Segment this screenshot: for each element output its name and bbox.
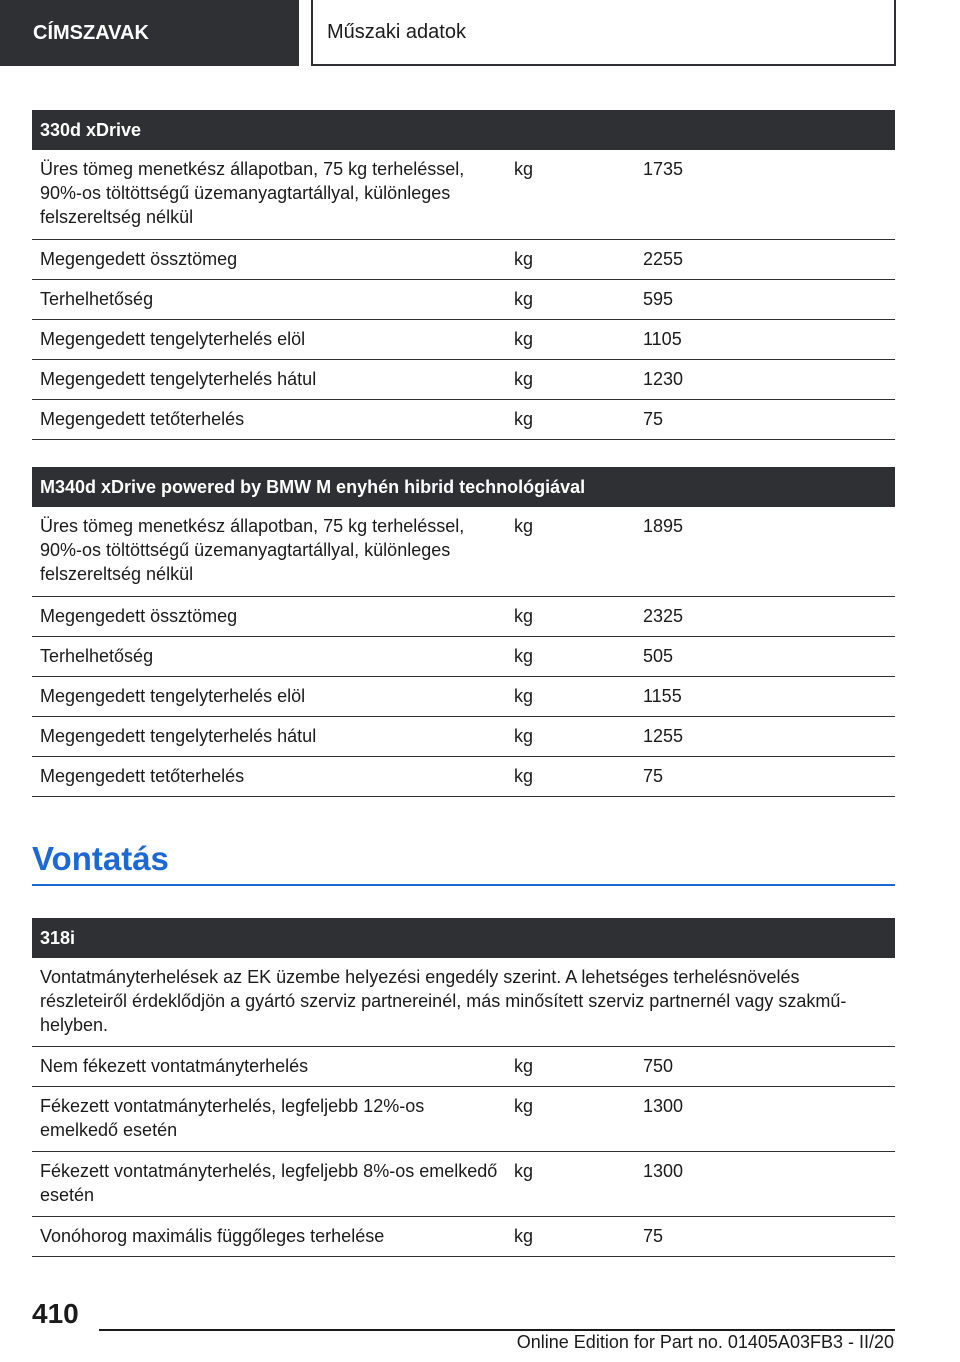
row-unit: kg xyxy=(514,606,534,626)
row-unit: kg xyxy=(514,1161,534,1181)
row-value: 595 xyxy=(643,289,674,309)
tab-section-title[interactable]: Műszaki adatok xyxy=(311,0,896,66)
page-header xyxy=(0,0,960,66)
row-unit: kg xyxy=(514,766,534,786)
row-unit: kg xyxy=(514,646,534,666)
row-unit: kg xyxy=(514,159,534,179)
row-value: 1300 xyxy=(643,1096,684,1116)
row-value: 1300 xyxy=(643,1161,684,1181)
tab-contents[interactable]: CÍMSZAVAK xyxy=(0,0,299,66)
row-label: Terhelhetőség xyxy=(40,289,154,309)
table-row xyxy=(32,677,895,717)
page-number: 410 xyxy=(32,1298,79,1329)
row-label: Megengedett tengelyterhelés elöl xyxy=(40,329,306,349)
row-label: Vonóhorog maximális függőleges terhelése xyxy=(40,1226,385,1246)
table-row xyxy=(32,717,895,757)
row-unit: kg xyxy=(514,686,534,706)
row-unit: kg xyxy=(514,1096,534,1116)
row-label: Megengedett össztömeg xyxy=(40,606,238,626)
table-row xyxy=(32,280,895,320)
table-row xyxy=(32,150,895,240)
row-label: Megengedett tetőterhelés xyxy=(40,409,245,429)
row-label: Megengedett tetőterhelés xyxy=(40,766,245,786)
row-value: 1735 xyxy=(643,159,684,179)
towing-table-318i xyxy=(32,918,895,1257)
row-value: 75 xyxy=(643,766,664,786)
table-row xyxy=(32,597,895,637)
row-unit: kg xyxy=(514,726,534,746)
footer-divider xyxy=(99,1329,895,1331)
table-row xyxy=(32,1152,895,1217)
section-title: Vontatás xyxy=(32,840,169,877)
table-header: 318i xyxy=(32,918,895,958)
table-header: 330d xDrive xyxy=(32,110,895,150)
row-value: 1255 xyxy=(643,726,684,746)
row-unit: kg xyxy=(514,516,534,536)
row-label: Üres tömeg menetkész állapotban, 75 kg terheléssel, 90%-os töltöttségű üzemanyagtartállyal, különleges felszereltség nélkül xyxy=(40,159,465,227)
row-label: Megengedett tengelyterhelés hátul xyxy=(40,369,317,389)
row-label: Terhelhetőség xyxy=(40,646,154,666)
row-label: Megengedett tengelyterhelés elöl xyxy=(40,686,306,706)
row-value: 1105 xyxy=(643,329,682,349)
row-label: Üres tömeg menetkész állapotban, 75 kg terheléssel, 90%-os töltöttségű üzemanyagtartállyal, különleges felszereltség nélkül xyxy=(40,516,465,584)
row-value: 505 xyxy=(643,646,674,666)
row-label: Megengedett tengelyterhelés hátul xyxy=(40,726,317,746)
table-header: M340d xDrive powered by BMW M enyhén hibrid technológiával xyxy=(32,467,895,507)
table-row xyxy=(32,360,895,400)
row-unit: kg xyxy=(514,249,534,269)
row-unit: kg xyxy=(514,409,534,429)
table-row xyxy=(32,637,895,677)
row-value: 2325 xyxy=(643,606,684,626)
table-row xyxy=(32,1217,895,1257)
table-row xyxy=(32,507,895,597)
row-unit: kg xyxy=(514,289,534,309)
row-unit: kg xyxy=(514,1056,534,1076)
row-label: Nem fékezett vontatmányterhelés xyxy=(40,1056,309,1076)
row-label: Fékezett vontatmányterhelés, legfeljebb 12%-os emelkedő esetén xyxy=(40,1096,425,1140)
towing-note: Vontatmányterhelések az EK üzembe helyezési engedély szerint. A lehetséges terhelésnövelés részleteiről érdeklődjön a gyártó szerviz partnereinél, más minősített szerviz partnernél vagy szakműhelyben. xyxy=(32,958,895,1047)
row-value: 750 xyxy=(643,1056,674,1076)
table-row xyxy=(32,1047,895,1087)
spec-table-330d xyxy=(32,110,895,440)
table-row xyxy=(32,320,895,360)
table-row xyxy=(32,400,895,440)
table-row xyxy=(32,240,895,280)
row-unit: kg xyxy=(514,1226,534,1246)
spec-table-m340d xyxy=(32,467,895,797)
table-row xyxy=(32,757,895,797)
row-value: 75 xyxy=(643,409,664,429)
edition-link[interactable]: Online Edition for Part no. 01405A03FB3 - II/20 xyxy=(516,1332,894,1352)
row-unit: kg xyxy=(514,369,534,389)
row-label: Fékezett vontatmányterhelés, legfeljebb 8%-os emelkedő esetén xyxy=(40,1161,498,1205)
row-value: 1230 xyxy=(643,369,684,389)
row-value: 75 xyxy=(643,1226,664,1246)
section-divider xyxy=(32,884,895,886)
row-value: 2255 xyxy=(643,249,684,269)
row-label: Megengedett össztömeg xyxy=(40,249,238,269)
row-unit: kg xyxy=(514,329,534,349)
table-row xyxy=(32,1087,895,1152)
row-value: 1895 xyxy=(643,516,684,536)
row-value: 1155 xyxy=(643,686,682,706)
